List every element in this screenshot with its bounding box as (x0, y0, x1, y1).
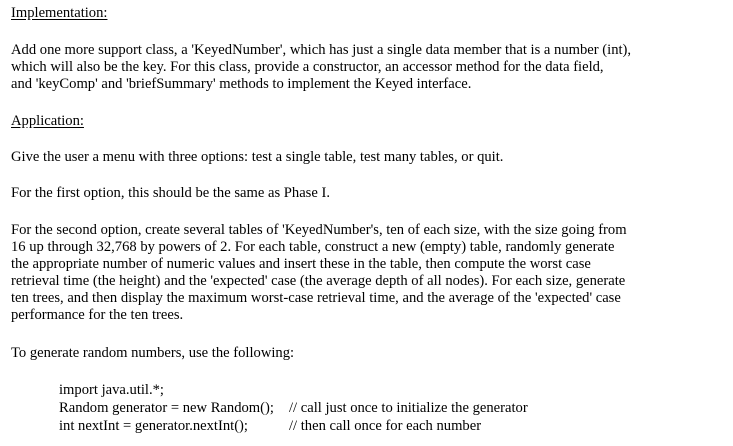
implementation-line-1: Add one more support class, a 'KeyedNumber', which has just a single data member that is a number (int), (11, 42, 632, 58)
second-option-line-6: performance for the ten trees. (11, 307, 184, 323)
implementation-heading: Implementation: (11, 5, 108, 21)
second-option-line-1: For the second option, create several tables of 'KeyedNumber's, ten of each size, with the size going from (11, 222, 627, 238)
menu-paragraph: Give the user a menu with three options: test a single table, test many tables, or quit. (11, 149, 504, 165)
code-import-line: import java.util.*; (59, 382, 164, 398)
second-option-line-3: the appropriate number of numeric values and insert these in the table, then compute the worst case (11, 256, 591, 272)
second-option-line-4: retrieval time (the height) and the 'expected' case (the average depth of all nodes). For each size, generate (11, 273, 626, 289)
random-intro-paragraph: To generate random numbers, use the following: (11, 345, 295, 361)
application-heading: Application: (11, 113, 84, 129)
implementation-line-2: which will also be the key. For this class, provide a constructor, an accessor method for the data field, (11, 59, 604, 75)
code-nextint-comment: // then call once for each number (289, 418, 482, 434)
second-option-line-5: ten trees, and then display the maximum worst-case retrieval time, and the average of the 'expected' case (11, 290, 621, 306)
code-generator-comment: // call just once to initialize the generator (289, 400, 528, 416)
first-option-paragraph: For the first option, this should be the same as Phase I. (11, 185, 330, 201)
code-generator-line: Random generator = new Random(); (59, 400, 274, 416)
implementation-line-3: and 'keyComp' and 'briefSummary' methods to implement the Keyed interface. (11, 76, 472, 92)
second-option-line-2: 16 up through 32,768 by powers of 2. For each table, construct a new (empty) table, randomly generate (11, 239, 615, 255)
code-nextint-line: int nextInt = generator.nextInt(); (59, 418, 248, 434)
